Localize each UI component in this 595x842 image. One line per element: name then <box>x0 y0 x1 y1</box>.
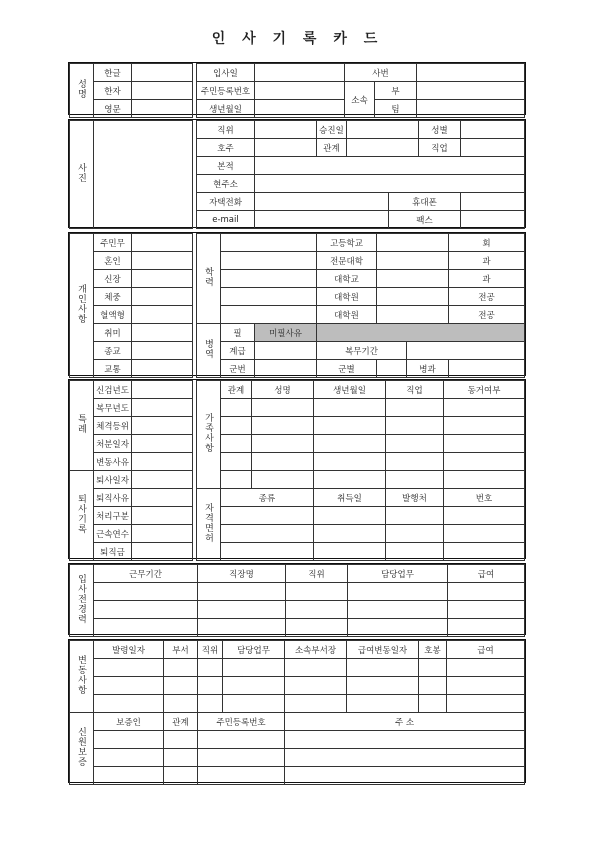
head-issuer: 발행처 <box>386 489 444 507</box>
lic-cell[interactable] <box>221 507 314 525</box>
fam-cell[interactable] <box>444 453 525 471</box>
fam-cell[interactable] <box>221 471 252 489</box>
label-english: 영문 <box>94 100 132 118</box>
label-rank: 계급 <box>221 342 255 360</box>
lic-cell[interactable] <box>386 525 444 543</box>
label-arm: 병과 <box>407 360 449 378</box>
field-home-phone[interactable] <box>255 193 389 211</box>
head-g-relation: 관계 <box>164 713 198 731</box>
chg-cell[interactable] <box>347 677 419 695</box>
g-cell[interactable] <box>285 767 525 785</box>
label-s2: 체격등위 <box>94 417 132 435</box>
field-birth[interactable] <box>255 100 345 118</box>
field-edu2[interactable] <box>221 270 317 288</box>
fam-cell[interactable] <box>444 399 525 417</box>
field-fax[interactable] <box>461 211 525 229</box>
fam-cell[interactable] <box>314 471 386 489</box>
field-hangul[interactable] <box>132 64 193 82</box>
label-s6: 퇴직사유 <box>94 489 132 507</box>
field-mobile[interactable] <box>461 193 525 211</box>
label-hangul: 한글 <box>94 64 132 82</box>
label-email: e-mail <box>197 211 255 229</box>
changes-section <box>68 639 526 783</box>
car-cell[interactable] <box>348 619 448 637</box>
field-edu3[interactable] <box>221 288 317 306</box>
fam-cell[interactable] <box>221 453 252 471</box>
label-p0: 주민무 <box>94 234 132 252</box>
label-p2: 신장 <box>94 270 132 288</box>
field-branch[interactable] <box>377 360 407 378</box>
head-relation: 관계 <box>221 381 252 399</box>
label-p4: 혈액형 <box>94 306 132 324</box>
head-job: 직업 <box>386 381 444 399</box>
label-suffix4: 전공 <box>449 306 525 324</box>
head-dept: 부서 <box>164 641 198 659</box>
label-service-period: 복무기간 <box>317 342 407 360</box>
field-service-period[interactable] <box>407 342 525 360</box>
field-relation[interactable] <box>347 139 419 157</box>
chg-cell[interactable] <box>198 677 223 695</box>
fam-cell[interactable] <box>221 435 252 453</box>
career-section <box>68 563 526 635</box>
head-cohabit: 동거여부 <box>444 381 525 399</box>
car-cell[interactable] <box>198 583 286 601</box>
label-s7: 처리구분 <box>94 507 132 525</box>
car-cell[interactable] <box>94 619 198 637</box>
field-s3[interactable] <box>132 435 193 453</box>
label-join-date: 입사일 <box>197 64 255 82</box>
field-p0[interactable] <box>132 234 193 252</box>
label-s4: 변동사유 <box>94 453 132 471</box>
field-householder[interactable] <box>255 139 317 157</box>
chg-cell[interactable] <box>347 659 419 677</box>
field-s7[interactable] <box>132 507 193 525</box>
label-s8: 근속연수 <box>94 525 132 543</box>
field-join-date[interactable] <box>255 64 345 82</box>
label-school4: 대학원 <box>317 306 377 324</box>
changes-side-label: 변동사항 <box>70 641 94 713</box>
field-english[interactable] <box>132 100 193 118</box>
head-pay: 급여 <box>447 641 525 659</box>
lic-cell[interactable] <box>314 543 386 561</box>
fam-cell[interactable] <box>252 471 314 489</box>
chg-cell[interactable] <box>223 695 285 713</box>
field-edu1[interactable] <box>221 252 317 270</box>
fam-cell[interactable] <box>314 435 386 453</box>
head-dept-head: 소속부서장 <box>285 641 347 659</box>
fam-cell[interactable] <box>386 435 444 453</box>
g-cell[interactable] <box>164 749 198 767</box>
label-householder: 호주 <box>197 139 255 157</box>
field-s0[interactable] <box>132 381 193 399</box>
field-s8[interactable] <box>132 525 193 543</box>
photo-side-label: 사진 <box>70 121 94 229</box>
field-s4[interactable] <box>132 453 193 471</box>
fam-cell[interactable] <box>444 417 525 435</box>
label-domicile: 본적 <box>197 157 255 175</box>
chg-cell[interactable] <box>164 659 198 677</box>
g-cell[interactable] <box>198 749 285 767</box>
field-emp-no[interactable] <box>417 64 525 82</box>
head-company: 직장명 <box>198 565 286 583</box>
lic-cell[interactable] <box>444 543 525 561</box>
g-cell[interactable] <box>285 749 525 767</box>
personal-side-label: 개인사항 <box>70 234 94 378</box>
field-p3[interactable] <box>132 288 193 306</box>
g-cell[interactable] <box>94 749 164 767</box>
field-p7[interactable] <box>132 360 193 378</box>
label-fax: 팩스 <box>389 211 461 229</box>
chg-cell[interactable] <box>198 695 223 713</box>
car-cell[interactable] <box>286 619 348 637</box>
label-p1: 혼인 <box>94 252 132 270</box>
label-relation: 관계 <box>317 139 347 157</box>
chg-cell[interactable] <box>94 677 164 695</box>
chg-cell[interactable] <box>285 659 347 677</box>
label-s9: 퇴직금 <box>94 543 132 561</box>
fam-cell[interactable] <box>252 453 314 471</box>
photo-section <box>68 119 526 228</box>
resign-side-label: 퇴사기록 <box>70 471 94 561</box>
label-served: 필 <box>221 324 255 342</box>
car-cell[interactable] <box>94 583 198 601</box>
field-p5[interactable] <box>132 324 193 342</box>
g-cell[interactable] <box>94 731 164 749</box>
label-unserved-reason: 미필사유 <box>255 324 317 342</box>
head-period: 근무기간 <box>94 565 198 583</box>
field-domicile[interactable] <box>255 157 525 175</box>
lic-cell[interactable] <box>314 507 386 525</box>
car-cell[interactable] <box>198 619 286 637</box>
fam-cell[interactable] <box>314 453 386 471</box>
label-mobile: 휴대폰 <box>389 193 461 211</box>
lic-cell[interactable] <box>221 543 314 561</box>
fam-cell[interactable] <box>314 399 386 417</box>
field-service-no[interactable] <box>255 360 317 378</box>
chg-cell[interactable] <box>223 677 285 695</box>
field-team[interactable] <box>417 100 525 118</box>
label-promotion: 승진일 <box>317 121 347 139</box>
fam-cell[interactable] <box>386 417 444 435</box>
field-rank[interactable] <box>255 342 317 360</box>
field-p4[interactable] <box>132 306 193 324</box>
label-dept: 부 <box>375 82 417 100</box>
label-school2: 대학교 <box>317 270 377 288</box>
head-position: 직위 <box>286 565 348 583</box>
label-service-no: 군번 <box>221 360 255 378</box>
head-issue-date: 발령일자 <box>94 641 164 659</box>
lic-cell[interactable] <box>444 525 525 543</box>
label-gender: 성별 <box>419 121 461 139</box>
chg-cell[interactable] <box>419 695 447 713</box>
name-section <box>68 62 526 115</box>
label-hanja: 한자 <box>94 82 132 100</box>
lic-cell[interactable] <box>314 525 386 543</box>
chg-cell[interactable] <box>285 695 347 713</box>
head-duty: 담당업무 <box>348 565 448 583</box>
field-s1[interactable] <box>132 399 193 417</box>
head-g-rrn: 주민등록번호 <box>198 713 285 731</box>
label-suffix0: 회 <box>449 234 525 252</box>
head-salary: 급여 <box>448 565 525 583</box>
car-cell[interactable] <box>448 583 525 601</box>
label-p6: 종교 <box>94 342 132 360</box>
fam-cell[interactable] <box>386 471 444 489</box>
field-hanja[interactable] <box>132 82 193 100</box>
fam-cell[interactable] <box>386 399 444 417</box>
special-side-label: 특례 <box>70 381 94 471</box>
chg-cell[interactable] <box>198 659 223 677</box>
field-position[interactable] <box>255 121 317 139</box>
family-side-label: 가족사항 <box>197 381 221 489</box>
chg-cell[interactable] <box>419 677 447 695</box>
field-edu2b[interactable] <box>377 270 449 288</box>
g-cell[interactable] <box>164 731 198 749</box>
car-cell[interactable] <box>348 601 448 619</box>
lic-cell[interactable] <box>444 507 525 525</box>
label-address: 현주소 <box>197 175 255 193</box>
chg-cell[interactable] <box>285 677 347 695</box>
edu-side-label: 학력 <box>197 234 221 324</box>
g-cell[interactable] <box>198 731 285 749</box>
field-address[interactable] <box>255 175 525 193</box>
chg-cell[interactable] <box>347 695 419 713</box>
head-duty2: 담당업무 <box>223 641 285 659</box>
head-pos: 직위 <box>198 641 223 659</box>
fam-cell[interactable] <box>444 435 525 453</box>
car-cell[interactable] <box>448 619 525 637</box>
field-s6[interactable] <box>132 489 193 507</box>
car-cell[interactable] <box>286 583 348 601</box>
field-s5[interactable] <box>132 471 193 489</box>
field-arm[interactable] <box>449 360 525 378</box>
chg-cell[interactable] <box>447 695 525 713</box>
chg-cell[interactable] <box>94 659 164 677</box>
label-s3: 처분일자 <box>94 435 132 453</box>
car-cell[interactable] <box>198 601 286 619</box>
head-name: 성명 <box>252 381 314 399</box>
field-edu0[interactable] <box>221 234 317 252</box>
field-promotion[interactable] <box>347 121 419 139</box>
head-acquired: 취득일 <box>314 489 386 507</box>
g-cell[interactable] <box>198 767 285 785</box>
license-side-label: 자격면허 <box>197 489 221 561</box>
label-job: 직업 <box>419 139 461 157</box>
field-email[interactable] <box>255 211 389 229</box>
chg-cell[interactable] <box>94 695 164 713</box>
lic-cell[interactable] <box>386 507 444 525</box>
label-school3: 대학원 <box>317 288 377 306</box>
label-school1: 전문대학 <box>317 252 377 270</box>
car-cell[interactable] <box>286 601 348 619</box>
label-s5: 퇴사일자 <box>94 471 132 489</box>
field-edu3b[interactable] <box>377 288 449 306</box>
head-g-address: 주 소 <box>285 713 525 731</box>
career-side-label: 입사전경력 <box>70 565 94 637</box>
label-home-phone: 자택전화 <box>197 193 255 211</box>
chg-cell[interactable] <box>447 659 525 677</box>
field-edu1b[interactable] <box>377 252 449 270</box>
page-title: 인 사 기 록 카 드 <box>211 31 384 47</box>
head-birth: 생년월일 <box>314 381 386 399</box>
car-cell[interactable] <box>448 601 525 619</box>
head-number: 번호 <box>444 489 525 507</box>
lic-cell[interactable] <box>221 525 314 543</box>
field-unserved-reason[interactable] <box>317 324 525 342</box>
fam-cell[interactable] <box>252 417 314 435</box>
field-gender[interactable] <box>461 121 525 139</box>
label-rrn: 주민등록번호 <box>197 82 255 100</box>
label-position: 직위 <box>197 121 255 139</box>
field-edu4[interactable] <box>221 306 317 324</box>
label-suffix1: 과 <box>449 252 525 270</box>
field-edu0b[interactable] <box>377 234 449 252</box>
label-s1: 복무년도 <box>94 399 132 417</box>
chg-cell[interactable] <box>223 659 285 677</box>
field-dept[interactable] <box>417 82 525 100</box>
label-school0: 고등학교 <box>317 234 377 252</box>
family-section <box>68 379 526 559</box>
fam-cell[interactable] <box>444 471 525 489</box>
fam-cell[interactable] <box>252 399 314 417</box>
fam-cell[interactable] <box>221 417 252 435</box>
head-grade: 호봉 <box>419 641 447 659</box>
field-p2[interactable] <box>132 270 193 288</box>
fam-cell[interactable] <box>314 417 386 435</box>
field-edu4b[interactable] <box>377 306 449 324</box>
field-s2[interactable] <box>132 417 193 435</box>
label-p7: 교통 <box>94 360 132 378</box>
field-rrn[interactable] <box>255 82 345 100</box>
field-s9[interactable] <box>132 543 193 561</box>
head-kind: 종류 <box>221 489 314 507</box>
military-side-label: 병역 <box>197 324 221 378</box>
chg-cell[interactable] <box>447 677 525 695</box>
guarantor-side-label: 신원보증 <box>70 713 94 785</box>
label-branch: 군별 <box>317 360 377 378</box>
label-p3: 체중 <box>94 288 132 306</box>
head-guarantor: 보증인 <box>94 713 164 731</box>
car-cell[interactable] <box>94 601 198 619</box>
label-birth: 생년월일 <box>197 100 255 118</box>
g-cell[interactable] <box>164 767 198 785</box>
label-affiliation: 소속 <box>345 82 375 118</box>
g-cell[interactable] <box>285 731 525 749</box>
lic-cell[interactable] <box>386 543 444 561</box>
car-cell[interactable] <box>348 583 448 601</box>
fam-cell[interactable] <box>386 453 444 471</box>
label-suffix2: 과 <box>449 270 525 288</box>
label-emp-no: 사번 <box>345 64 417 82</box>
chg-cell[interactable] <box>419 659 447 677</box>
name-side-label: 성명 <box>70 64 94 118</box>
personal-section <box>68 232 526 376</box>
chg-cell[interactable] <box>164 695 198 713</box>
fam-cell[interactable] <box>252 435 314 453</box>
field-p6[interactable] <box>132 342 193 360</box>
label-suffix3: 전공 <box>449 288 525 306</box>
fam-cell[interactable] <box>221 399 252 417</box>
label-team: 팀 <box>375 100 417 118</box>
photo-box[interactable] <box>94 121 193 229</box>
field-job[interactable] <box>461 139 525 157</box>
chg-cell[interactable] <box>164 677 198 695</box>
label-p5: 취미 <box>94 324 132 342</box>
field-p1[interactable] <box>132 252 193 270</box>
label-s0: 신검년도 <box>94 381 132 399</box>
head-pay-change: 급여변동일자 <box>347 641 419 659</box>
g-cell[interactable] <box>94 767 164 785</box>
